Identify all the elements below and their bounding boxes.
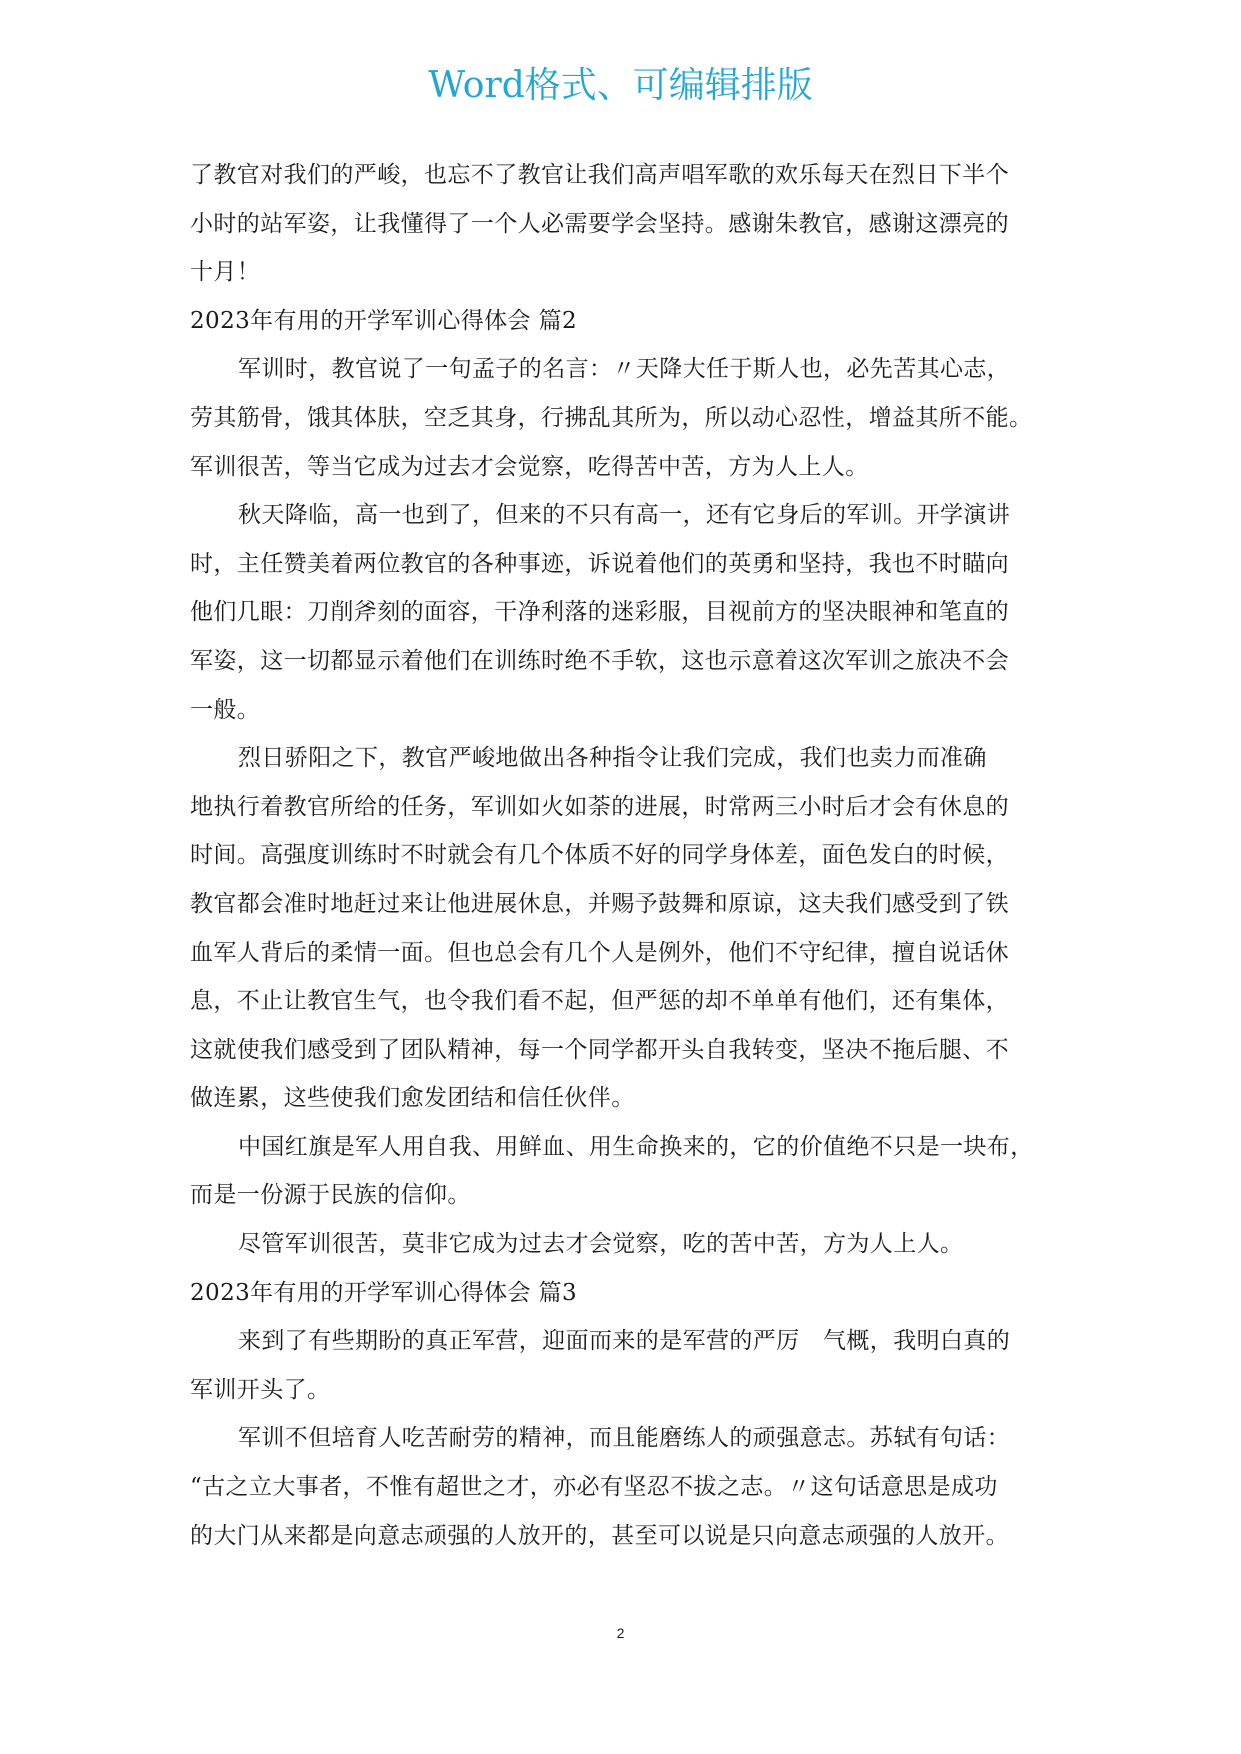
text-line: 地执行着教官所给的任务，军训如火如荼的进展，时常两三小时后才会有休息的 [190, 793, 1009, 820]
document-body [190, 151, 1062, 1560]
text-line: 血军人背后的柔情一面。但也总会有几个人是例外，他们不守纪律，擅自说话休 [190, 939, 1009, 966]
text-line: 军训时，教官说了一句孟子的名言：〃天降大任于斯人也，必先苦其心志， [238, 356, 1011, 383]
text-line: “古之立大事者，不惟有超世之才，亦必有坚忍不拔之志。〃这句话意思是成功 [190, 1474, 998, 1501]
text-line: 而是一份源于民族的信仰。 [190, 1182, 471, 1209]
text-line: 军训开头了。 [190, 1376, 331, 1403]
text-line: 他们几眼：刀削斧刻的面容，干净利落的迷彩服，目视前方的坚决眼神和笔直的 [190, 599, 1009, 626]
text-line: 2023年有用的开学军训心得体会 篇3 [190, 1279, 578, 1306]
text-line: 烈日骄阳之下，教官严峻地做出各种指令让我们完成，我们也卖力而准确 [238, 745, 987, 772]
text-line: 来到了有些期盼的真正军营，迎面而来的是军营的严厉 气概，我明白真的 [238, 1328, 1011, 1355]
text-line: 息，不止让教官生气，也令我们看不起，但严惩的却不单单有他们，还有集体， [190, 988, 1009, 1015]
text-line: 十月！ [190, 259, 261, 286]
text-line: 军训很苦，等当它成为过去才会觉察，吃得苦中苦，方为人上人。 [190, 453, 869, 480]
text-line: 军姿，这一切都显示着他们在训练时绝不手软，这也示意着这次军训之旅决不会 [190, 647, 1009, 674]
text-line: 一般。 [190, 696, 261, 723]
text-line: 劳其筋骨，饿其体肤，空乏其身，行拂乱其所为，所以动心忍性，增益其所不能。 [190, 404, 1033, 431]
text-line: 做连累，这些使我们愈发团结和信任伙伴。 [190, 1085, 635, 1112]
text-line: 时间。高强度训练时不时就会有几个体质不好的同学身体差，面色发白的时候， [190, 842, 1009, 869]
page-number: 2 [616, 1625, 625, 1641]
text-line: 秋天降临，高一也到了，但来的不只有高一，还有它身后的军训。开学演讲 [238, 502, 1011, 529]
text-line: 时，主任赞美着两位教官的各种事迹，诉说着他们的英勇和坚持，我也不时瞄向 [190, 550, 1009, 577]
text-line: 小时的站军姿，让我懂得了一个人必需要学会坚持。感谢朱教官，感谢这漂亮的 [190, 210, 1009, 237]
header-banner: Word格式、可编辑排版 [428, 65, 813, 106]
text-line: 尽管军训很苦，莫非它成为过去才会觉察，吃的苦中苦，方为人上人。 [238, 1231, 964, 1258]
text-line: 军训不但培育人吃苦耐劳的精神，而且能磨练人的顽强意志。苏轼有句话： [238, 1425, 1011, 1452]
text-line: 教官都会准时地赶过来让他进展休息，并赐予鼓舞和原谅，这夫我们感受到了铁 [190, 890, 1009, 917]
text-line: 中国红旗是军人用自我、用鲜血、用生命换来的，它的价值绝不只是一块布， [238, 1133, 1034, 1160]
text-line: 的大门从来都是向意志顽强的人放开的，甚至可以说是只向意志顽强的人放开。 [190, 1522, 1009, 1549]
text-line: 2023年有用的开学军训心得体会 篇2 [190, 307, 578, 334]
text-line: 这就使我们感受到了团队精神，每一个同学都开头自我转变，坚决不拖后腿、不 [190, 1036, 1009, 1063]
text-line: 了教官对我们的严峻，也忘不了教官让我们高声唱军歌的欢乐每天在烈日下半个 [190, 162, 1009, 188]
